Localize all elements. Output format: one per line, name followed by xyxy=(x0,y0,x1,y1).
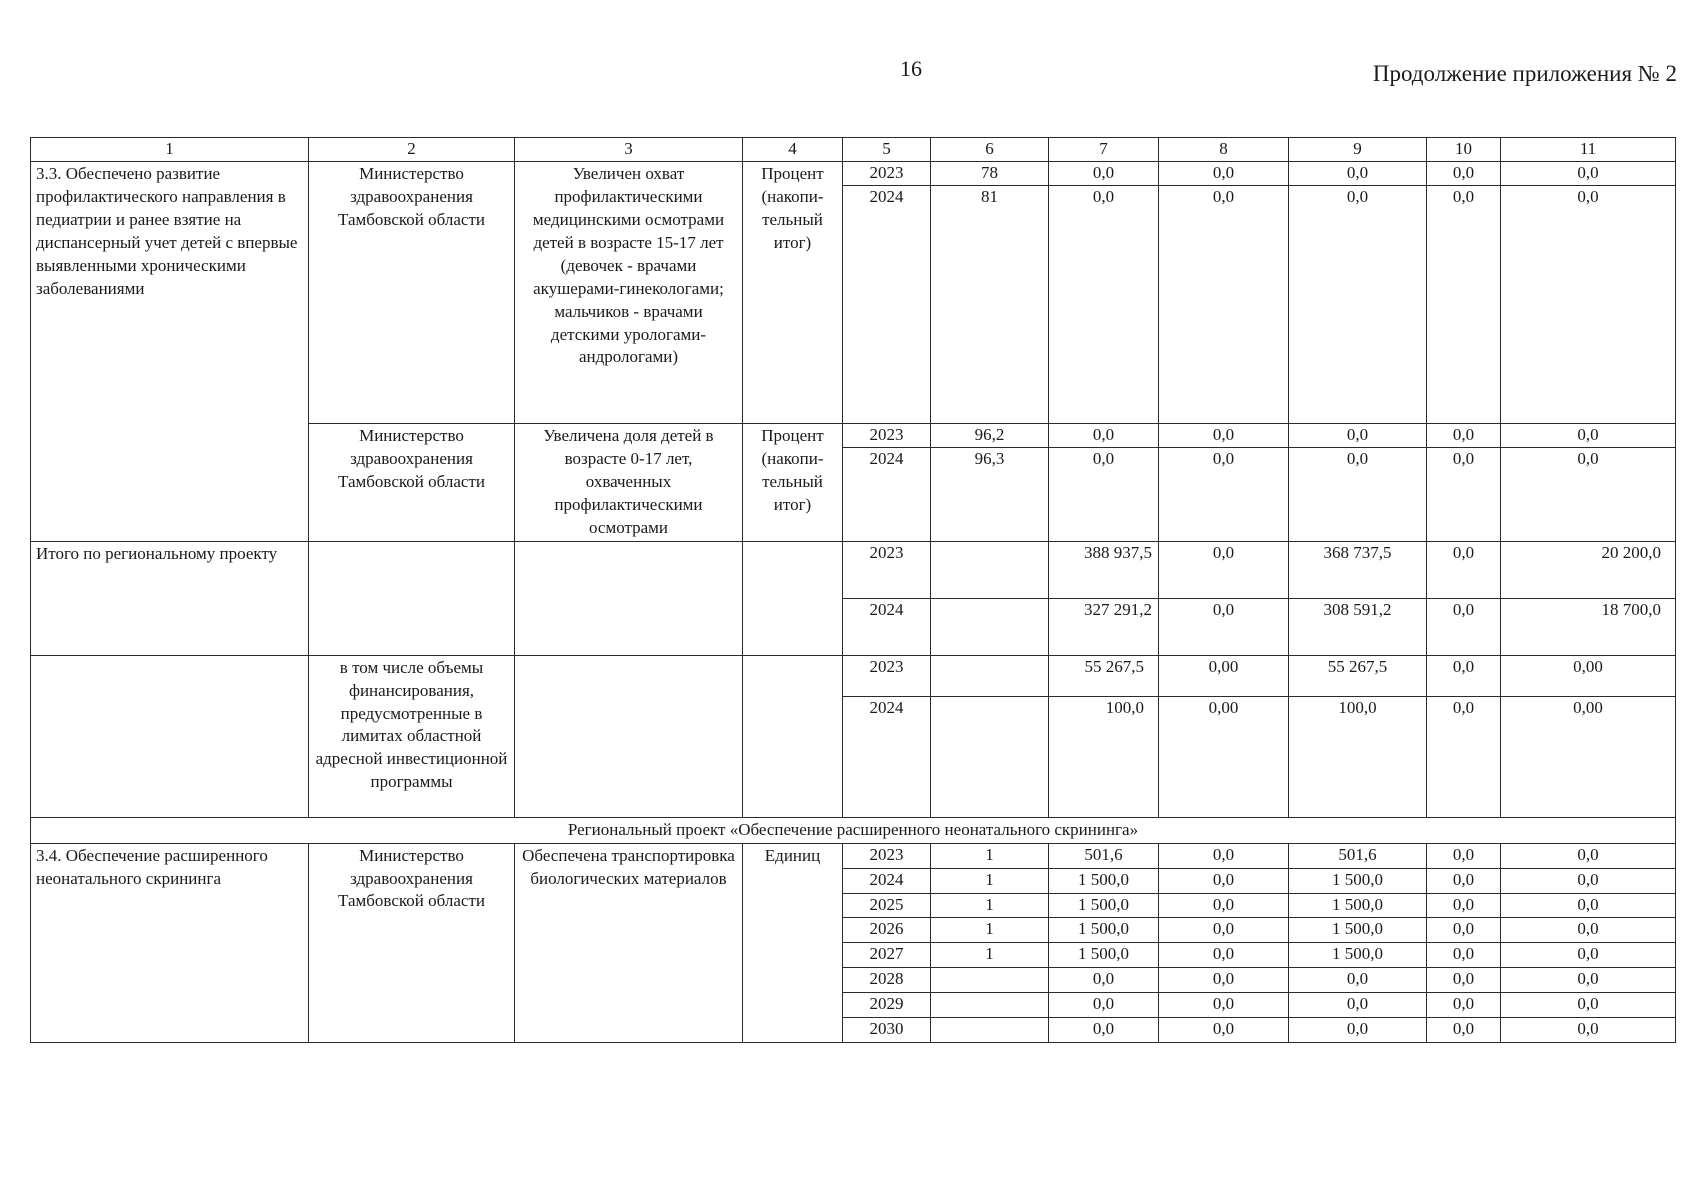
financing-table xyxy=(30,137,1676,1043)
header-cell: 7 xyxy=(1049,138,1159,162)
value-cell xyxy=(1159,541,1289,655)
value-cell xyxy=(931,161,1049,423)
including-label: в том числе объемы финансирования, предусмотренные в лимитах областной адресной инвестиционной программы xyxy=(309,655,515,817)
header-cell: 6 xyxy=(931,138,1049,162)
value: 0,0 xyxy=(1427,992,1500,1017)
value: 0,0 xyxy=(1092,449,1115,469)
section-title: Региональный проект «Обеспечение расширенного неонатального скрининга» xyxy=(31,817,1676,843)
header-cell: 2 xyxy=(309,138,515,162)
header-cell: 3 xyxy=(515,138,743,162)
year: 2023 xyxy=(843,424,930,448)
value: 0,0 xyxy=(1577,187,1599,207)
value: 0,0 xyxy=(1159,893,1288,918)
value: 0,0 xyxy=(1049,424,1158,448)
header-cell: 1 xyxy=(31,138,309,162)
header-cell: 10 xyxy=(1427,138,1501,162)
value: 1 500,0 xyxy=(1049,918,1158,943)
value-cell xyxy=(1501,541,1676,655)
value: 0,0 xyxy=(1501,943,1675,968)
value: 388 937,5 xyxy=(1049,542,1158,599)
value-cell xyxy=(1159,655,1289,817)
value: 0,0 xyxy=(1427,918,1500,943)
result-cell: Увеличен охват профилактическими медицинскими осмотрами детей в возрасте 15-17 лет (девочек - врачами акушерами-гинекологами; мальчиков - врачами детскими урологами-андрологами) xyxy=(515,161,743,423)
value: 55 267,5 xyxy=(1289,656,1426,697)
value-cell xyxy=(1501,161,1676,423)
value: 0,0 xyxy=(1159,844,1288,869)
year: 2028 xyxy=(843,968,930,993)
header-row xyxy=(31,138,1676,162)
value: 0,0 xyxy=(1289,424,1426,448)
value-cell xyxy=(1289,843,1427,1042)
value: 0,0 xyxy=(1452,698,1475,718)
year: 2024 xyxy=(869,600,904,620)
executor-cell: Министерство здравоохранения Тамбовской области xyxy=(309,843,515,1042)
header-cell: 4 xyxy=(743,138,843,162)
value: 327 291,2 xyxy=(1084,600,1152,620)
value: 1 500,0 xyxy=(1289,943,1426,968)
value: 0,0 xyxy=(1289,992,1426,1017)
value-cell xyxy=(1501,843,1676,1042)
value: 0,0 xyxy=(1049,162,1158,186)
year: 2023 xyxy=(843,162,930,186)
result-cell: Обеспечена транспортировка биологических материалов xyxy=(515,843,743,1042)
value: 1 500,0 xyxy=(1049,868,1158,893)
year-cell xyxy=(843,655,931,817)
value: 0,0 xyxy=(1501,162,1675,186)
value-cell xyxy=(1049,161,1159,423)
value-cell xyxy=(1049,423,1159,541)
value: 0,0 xyxy=(1427,542,1500,599)
total-label: Итого по региональному проекту xyxy=(31,541,309,655)
event-name: 3.4. Обеспечение расширенного неонатального скрининга xyxy=(31,843,309,1042)
value: 78 xyxy=(931,162,1048,186)
value-cell xyxy=(1427,655,1501,817)
year: 2030 xyxy=(869,1018,904,1038)
value-cell xyxy=(1501,423,1676,541)
value: 100,0 xyxy=(1105,698,1144,718)
value: 1 xyxy=(931,868,1048,893)
value: 0,0 xyxy=(1092,187,1115,207)
result-cell: Увеличена доля детей в возрасте 0-17 лет, охваченных профилактическими осмотрами xyxy=(515,423,743,541)
value-cell xyxy=(1427,541,1501,655)
value: 0,0 xyxy=(1346,1018,1369,1038)
year-cell xyxy=(843,161,931,423)
value: 0,0 xyxy=(1452,600,1475,620)
value: 501,6 xyxy=(1049,844,1158,869)
value: 0,0 xyxy=(1212,187,1235,207)
value: 96,3 xyxy=(974,449,1005,469)
value-cell xyxy=(931,843,1049,1042)
table-row xyxy=(31,843,1676,1042)
value: 0,0 xyxy=(1092,1018,1115,1038)
value: 0,0 xyxy=(1501,992,1675,1017)
value: 0,0 xyxy=(1501,424,1675,448)
value: 55 267,5 xyxy=(1049,656,1158,697)
executor-cell: Министерство здравоохранения Тамбовской области xyxy=(309,161,515,423)
unit-cell: Процент (накопи-тельный итог) xyxy=(743,423,843,541)
value-cell xyxy=(1049,541,1159,655)
value: 1 500,0 xyxy=(1289,893,1426,918)
value: 1 500,0 xyxy=(1049,893,1158,918)
value: 0,0 xyxy=(1577,1018,1599,1038)
value-cell xyxy=(1049,655,1159,817)
section-row xyxy=(31,817,1676,843)
value: 0,00 xyxy=(1208,698,1239,718)
year: 2027 xyxy=(843,943,930,968)
value-cell xyxy=(1427,843,1501,1042)
year: 2026 xyxy=(843,918,930,943)
table-row xyxy=(31,161,1676,423)
value: 0,0 xyxy=(1501,893,1675,918)
value: 1 500,0 xyxy=(1289,918,1426,943)
value: 0,0 xyxy=(1159,868,1288,893)
header-cell: 5 xyxy=(843,138,931,162)
value: 0,0 xyxy=(1159,992,1288,1017)
value: 0,0 xyxy=(1159,918,1288,943)
value-cell xyxy=(1289,161,1427,423)
value: 0,0 xyxy=(1346,449,1369,469)
value: 0,0 xyxy=(1346,187,1369,207)
value: 0,0 xyxy=(1501,844,1675,869)
value: 0,0 xyxy=(1159,943,1288,968)
value: 0,0 xyxy=(1427,162,1500,186)
value: 0,0 xyxy=(1289,968,1426,993)
value-cell xyxy=(1159,161,1289,423)
value: 81 xyxy=(981,187,998,207)
value-cell xyxy=(1049,843,1159,1042)
year: 2029 xyxy=(843,992,930,1017)
table-row xyxy=(31,541,1676,655)
value: 368 737,5 xyxy=(1289,542,1426,599)
value xyxy=(931,1017,1048,1042)
value: 0,0 xyxy=(1212,449,1235,469)
value: 0,0 xyxy=(1577,449,1599,469)
value: 100,0 xyxy=(1338,698,1377,718)
year: 2023 xyxy=(843,844,930,869)
header-cell: 11 xyxy=(1501,138,1676,162)
year: 2024 xyxy=(869,449,904,469)
page-number: 16 xyxy=(900,56,922,81)
value-cell xyxy=(1289,423,1427,541)
value: 0,0 xyxy=(1501,968,1675,993)
value: 18 700,0 xyxy=(1601,600,1661,620)
year-cell xyxy=(843,843,931,1042)
value-cell xyxy=(1159,423,1289,541)
year: 2024 xyxy=(869,187,904,207)
year: 2024 xyxy=(869,698,904,718)
value-cell xyxy=(931,423,1049,541)
value: 1 xyxy=(931,943,1048,968)
value: 1 xyxy=(931,918,1048,943)
value-cell xyxy=(1427,161,1501,423)
value: 0,0 xyxy=(1452,187,1475,207)
value-cell xyxy=(1289,541,1427,655)
value: 0,0 xyxy=(1452,1018,1475,1038)
value: 96,2 xyxy=(931,424,1048,448)
value-cell xyxy=(1501,655,1676,817)
unit-cell: Процент (накопи-тельный итог) xyxy=(743,161,843,423)
value: 0,00 xyxy=(1573,698,1603,718)
value: 0,0 xyxy=(1427,424,1500,448)
value: 501,6 xyxy=(1289,844,1426,869)
header-cell: 8 xyxy=(1159,138,1289,162)
year: 2023 xyxy=(843,656,930,697)
value-cell xyxy=(1289,655,1427,817)
value: 0,00 xyxy=(1159,656,1288,697)
year-cell xyxy=(843,423,931,541)
executor-cell: Министерство здравоохранения Тамбовской области xyxy=(309,423,515,541)
value: 0,0 xyxy=(1427,868,1500,893)
event-name: 3.3. Обеспечено развитие профилактического направления в педиатрии и ранее взятие на диспансерный учет детей с впервые выявленными хроническими заболеваниями xyxy=(31,161,309,541)
value: 0,0 xyxy=(1501,868,1675,893)
value: 0,0 xyxy=(1452,449,1475,469)
value: 0,0 xyxy=(1159,424,1288,448)
year: 2024 xyxy=(843,868,930,893)
value: 0,0 xyxy=(1159,542,1288,599)
value: 20 200,0 xyxy=(1501,542,1675,599)
value: 0,0 xyxy=(1212,600,1235,620)
value: 0,0 xyxy=(1427,943,1500,968)
value: 0,0 xyxy=(1427,844,1500,869)
year-cell xyxy=(843,541,931,655)
value xyxy=(931,968,1048,993)
value: 0,0 xyxy=(1049,968,1158,993)
value-cell xyxy=(1427,423,1501,541)
value: 0,0 xyxy=(1159,162,1288,186)
value: 1 500,0 xyxy=(1289,868,1426,893)
value: 0,00 xyxy=(1501,656,1675,697)
value: 1 500,0 xyxy=(1049,943,1158,968)
value xyxy=(931,992,1048,1017)
value: 0,0 xyxy=(1212,1018,1235,1038)
value: 1 xyxy=(931,844,1048,869)
value: 0,0 xyxy=(1427,893,1500,918)
value-cell xyxy=(1159,843,1289,1042)
value: 0,0 xyxy=(1289,162,1426,186)
year: 2023 xyxy=(843,542,930,599)
year: 2025 xyxy=(843,893,930,918)
appendix-title: Продолжение приложения № 2 xyxy=(1372,61,1677,86)
value: 1 xyxy=(931,893,1048,918)
value: 0,0 xyxy=(1049,992,1158,1017)
value: 308 591,2 xyxy=(1323,600,1392,620)
value: 0,0 xyxy=(1427,968,1500,993)
value: 0,0 xyxy=(1501,918,1675,943)
header-cell: 9 xyxy=(1289,138,1427,162)
value: 0,0 xyxy=(1159,968,1288,993)
value: 0,0 xyxy=(1427,656,1500,697)
table-row xyxy=(31,655,1676,817)
unit-cell: Единиц xyxy=(743,843,843,1042)
